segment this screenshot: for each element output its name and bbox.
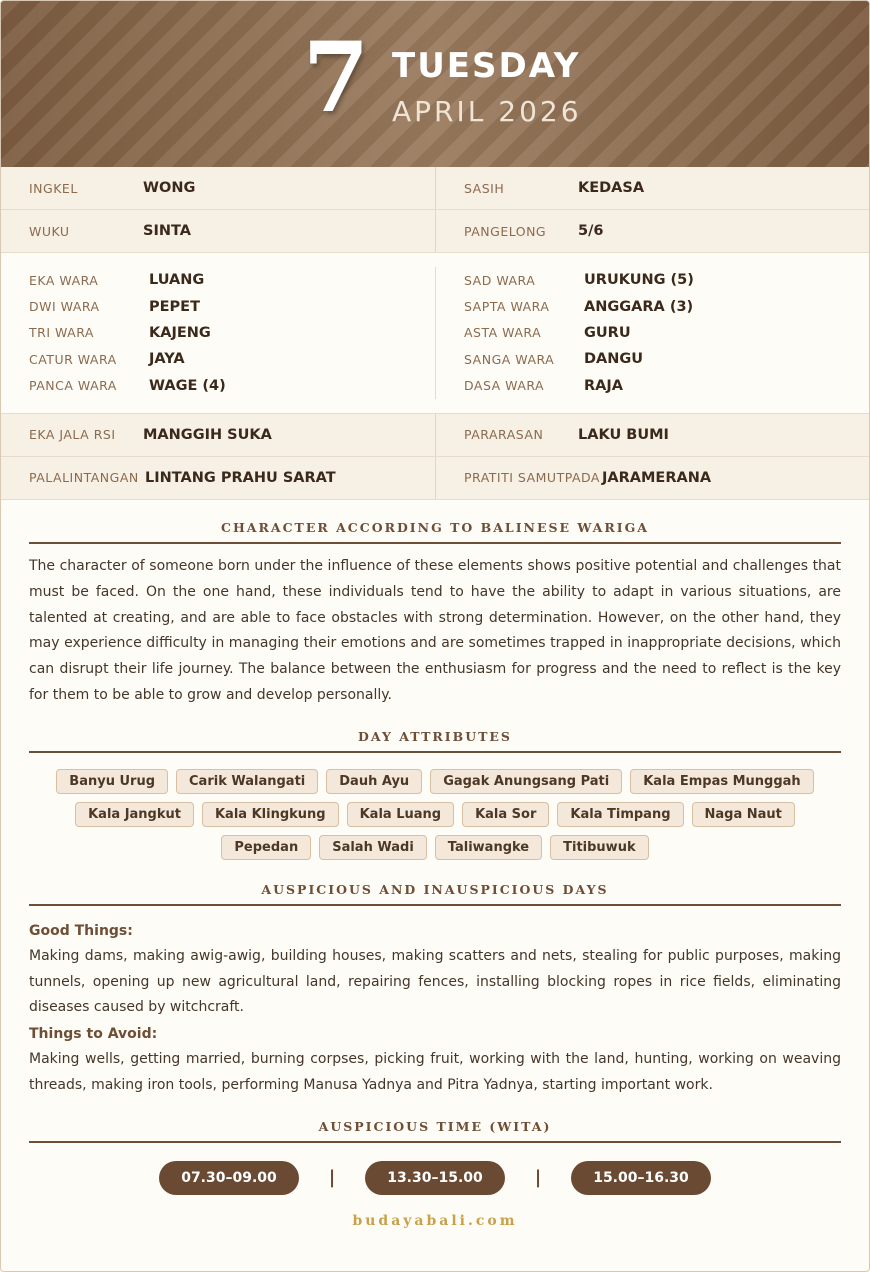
attribute-tag: Salah Wadi bbox=[319, 835, 427, 860]
wara-column-right bbox=[435, 267, 869, 399]
info-cell-pararasan bbox=[435, 414, 869, 456]
wara-value: PEPET bbox=[149, 298, 200, 315]
attribute-tag: Banyu Urug bbox=[56, 769, 168, 794]
character-text: The character of someone born under the influence of these elements shows positive potential and challenges that must be faced. On the one hand, these individuals tend to have the ability to adapt in various situations, are talented at creating, and are able to face obstacles with strong determination. However, on the other hand, they may experience difficulty in managing their emotions and are sometimes trapped in inappropriate decisions, which can disrupt their life journey. The balance between the enthusiasm for progress and the need to reflect is the key for them to be able to grow and develop personally. bbox=[29, 557, 841, 703]
info-value: LAKU BUMI bbox=[578, 426, 669, 443]
info-cell-eka-jala-rsi bbox=[1, 414, 435, 456]
wara-value: KAJENG bbox=[149, 324, 211, 341]
info-cell-palalintangan bbox=[1, 457, 435, 499]
day-number: 7 bbox=[302, 21, 370, 134]
wara-item-catur bbox=[29, 346, 435, 372]
wara-value: LUANG bbox=[149, 272, 205, 289]
info-row-ekajala-pararasan bbox=[1, 414, 869, 457]
info-row-wuku-pangelong bbox=[1, 210, 869, 253]
good-things-text: Making dams, making awig-awig, building houses, making scatters and nets, stealing for public purposes, making tunnels, opening up new agricultural land, repairing fences, installing blocking ropes in rice fields, eliminating diseases caused by witchcraft. bbox=[29, 947, 841, 1016]
wara-label: DASA WARA bbox=[464, 378, 545, 394]
info-value: KEDASA bbox=[578, 180, 645, 196]
day-name: TUESDAY bbox=[392, 46, 581, 86]
info-label: INGKEL bbox=[29, 180, 78, 196]
info-value: SINTA bbox=[143, 223, 191, 239]
wara-item-dwi bbox=[29, 293, 435, 319]
wara-item-sad bbox=[464, 267, 869, 293]
wara-item-dasa bbox=[464, 373, 869, 399]
info-label: WUKU bbox=[29, 223, 70, 239]
attribute-tag: Kala Timpang bbox=[557, 802, 683, 827]
info-value: JARAMERANA bbox=[602, 469, 712, 486]
info-cell-wuku bbox=[1, 210, 435, 252]
wara-grid bbox=[1, 253, 869, 414]
attribute-tag: Kala Jangkut bbox=[75, 802, 194, 827]
days-section-title: AUSPICIOUS AND INAUSPICIOUS DAYS bbox=[29, 882, 841, 906]
attribute-tag: Kala Klingkung bbox=[202, 802, 339, 827]
time-slot: 07.30–09.00 bbox=[159, 1161, 299, 1195]
info-label: PANGELONG bbox=[464, 223, 547, 239]
wara-label: SAD WARA bbox=[464, 272, 536, 288]
wara-label: PANCA WARA bbox=[29, 378, 117, 394]
attributes-section-title: DAY ATTRIBUTES bbox=[29, 729, 841, 753]
time-separator: | bbox=[328, 1167, 336, 1189]
wara-label: TRI WARA bbox=[29, 325, 94, 341]
attribute-tag: Pepedan bbox=[221, 835, 311, 860]
things-to-avoid-text: Making wells, getting married, burning corpses, picking fruit, working with the land, hunting, working on weaving threads, making iron tools, performing Manusa Yadnya and Pitra Yadnya, starting important work. bbox=[29, 1051, 841, 1093]
attribute-tag: Carik Walangati bbox=[176, 769, 318, 794]
attribute-tag: Naga Naut bbox=[692, 802, 795, 827]
site-footer: budayabali.com bbox=[352, 1212, 518, 1229]
attribute-tags bbox=[29, 769, 841, 860]
wara-item-panca bbox=[29, 373, 435, 399]
attribute-tag: Taliwangke bbox=[435, 835, 542, 860]
time-section-title: AUSPICIOUS TIME (WITA) bbox=[29, 1119, 841, 1143]
info-label: PRATITI SAMUTPADA bbox=[464, 470, 600, 486]
wara-value: DANGU bbox=[584, 351, 644, 368]
attribute-tag: Kala Luang bbox=[347, 802, 454, 827]
wara-label: ASTA WARA bbox=[464, 325, 542, 341]
info-value: LINTANG PRAHU SARAT bbox=[145, 469, 336, 486]
attribute-tag: Gagak Anungsang Pati bbox=[430, 769, 622, 794]
character-section-title: CHARACTER ACCORDING TO BALINESE WARIGA bbox=[29, 520, 841, 544]
wara-value: ANGGARA (3) bbox=[584, 298, 694, 315]
info-cell-pratiti-samutpada bbox=[435, 457, 869, 499]
attribute-tag: Kala Sor bbox=[462, 802, 549, 827]
date-header bbox=[1, 1, 869, 167]
info-label: SASIH bbox=[464, 180, 505, 196]
wara-value: URUKUNG (5) bbox=[584, 272, 694, 289]
wara-value: WAGE (4) bbox=[149, 377, 226, 394]
info-row-ingkel-sasih bbox=[1, 167, 869, 210]
wara-label: DWI WARA bbox=[29, 299, 100, 315]
month-year: APRIL 2026 bbox=[392, 95, 582, 128]
good-things-heading: Good Things: bbox=[29, 922, 133, 939]
info-row-palalintangan-pratiti bbox=[1, 457, 869, 500]
attribute-tag: Titibuwuk bbox=[550, 835, 648, 860]
wara-item-sanga bbox=[464, 346, 869, 372]
info-label: PARARASAN bbox=[464, 427, 544, 443]
wara-value: JAYA bbox=[149, 351, 185, 368]
wara-label: SANGA WARA bbox=[464, 351, 555, 367]
wara-value: GURU bbox=[584, 324, 631, 341]
attribute-tag: Dauh Ayu bbox=[326, 769, 422, 794]
info-value: WONG bbox=[143, 180, 196, 196]
attribute-tag: Kala Empas Munggah bbox=[630, 769, 813, 794]
info-value: MANGGIH SUKA bbox=[143, 426, 272, 443]
time-slot: 13.30–15.00 bbox=[365, 1161, 505, 1195]
things-to-avoid-heading: Things to Avoid: bbox=[29, 1026, 158, 1043]
wara-column-left bbox=[1, 267, 435, 399]
info-label: PALALINTANGAN bbox=[29, 470, 139, 486]
wara-label: CATUR WARA bbox=[29, 351, 117, 367]
info-label: EKA JALA RSI bbox=[29, 427, 116, 443]
wara-label: SAPTA WARA bbox=[464, 299, 550, 315]
wara-item-tri bbox=[29, 320, 435, 346]
wara-value: RAJA bbox=[584, 377, 624, 394]
info-cell-ingkel bbox=[1, 167, 435, 209]
info-cell-sasih bbox=[435, 167, 869, 209]
wara-item-sapta bbox=[464, 293, 869, 319]
info-value: 5/6 bbox=[578, 223, 604, 239]
time-separator: | bbox=[534, 1167, 542, 1189]
wara-item-eka bbox=[29, 267, 435, 293]
wara-label: EKA WARA bbox=[29, 272, 99, 288]
time-slot: 15.00–16.30 bbox=[571, 1161, 711, 1195]
auspicious-times bbox=[1, 1161, 869, 1195]
wara-item-asta bbox=[464, 320, 869, 346]
info-cell-pangelong bbox=[435, 210, 869, 252]
